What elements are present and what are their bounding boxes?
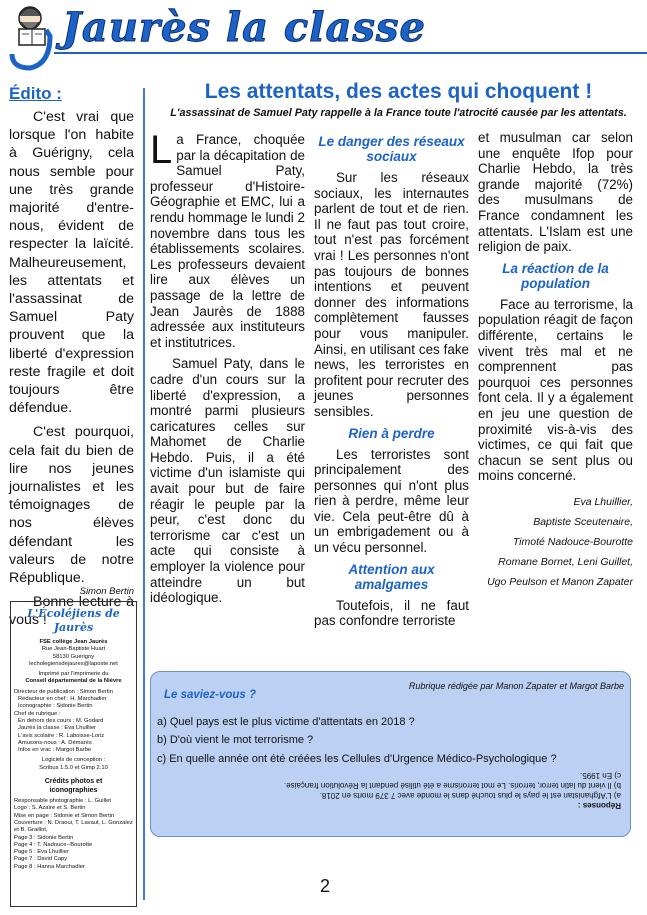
- article-paragraph: et musulman car selon une enquête Ifop pour Charlie Hebdo, la très grande majorité (72%) des musulmans de France condamnent les attentats. L'Islam est une religion de paix.: [478, 130, 633, 255]
- article-subhead: L'assassinat de Samuel Paty rappelle à la France toute l'atrocité causée par les attentats.: [170, 107, 627, 119]
- article-paragraph: La France, choquée par la décapitation de Samuel Paty, professeur d'Histoire-Géographie et EMC, lui a rendu hommage le lundi 2 novembre dans tous les établissements scolaires. Les professeurs devaient lire aux élèves un passage de la lettre de Jean Jaurès de 1888 adressée aux instituteurs et institutrices.: [150, 128, 305, 350]
- subheading: La réaction de la population: [502, 260, 609, 291]
- staff-list: Directeur de publication : Simon Bertin Rédacteur en chef : H. Marchadier Iconographie : Sidonie Bertin Chef de rubrique : En dehors des cours : M. Godard Jaurès la classe : Eva Lhuillier L'avis scolaire : R. Laboisse-Loriz Amusons-nous : A. Démarès Infos en vrac : Margot Barbe: [14, 688, 113, 754]
- article-paragraph: Face au terrorisme, la population réagit de façon différente, certains le vivent très mal et ne comprennent pas pourquoi ces personnes font cela. Il y a également en jeu une question de proximité vis-à-vis des victimes, ce qui fait que chacun se sent plus ou moins concerné.: [478, 296, 633, 484]
- edito-paragraph: Bonne lecture à vous !: [9, 594, 134, 629]
- jaures-reader-logo: [6, 2, 62, 72]
- article-column-2: [314, 130, 469, 635]
- software-note: Logiciels de conception : Scribus 1.5.0 et Gimp 2.10: [39, 757, 108, 771]
- article-paragraph: Samuel Paty, dans le cadre d'un cours sur la liberté d'expression, a montré parmi plusieurs caricatures celles sur Mahomet de Charlie Hebdo. Puis, il a été victime d'un islamiste qui avait pour but de faire réagir le peuple par la peur, c'est donc du terrorisme car c'est un acte qui consiste à employer la violence pour atteindre un but idéologique.: [150, 356, 305, 606]
- masthead-rule: [54, 52, 647, 54]
- article-column-1: [150, 128, 305, 612]
- quiz-title: Le saviez-vous ?: [164, 689, 257, 701]
- subheading: Rien à perdre: [348, 425, 435, 441]
- colophon-title: L'Écoléjiens de Jaurès: [27, 607, 120, 634]
- drop-cap: L: [150, 128, 173, 172]
- article-paragraph: Toutefois, il ne faut pas confondre terroriste: [314, 597, 469, 629]
- article-paragraph: Sur les réseaux sociaux, les internautes parlent de tout et de rien. Il ne faut pas tout croire, tout n'est pas forcément vrai ! Les personnes n'ont pas toujours de bonnes intentions et peuvent donner des informations complètement fausses pour vous manipuler. Ainsi, en utilisant ces fake news, les terroristes en profitent pour recruter des jeunes personnes sensibles.: [314, 170, 469, 419]
- masthead-title: Jaurès la classe: [62, 4, 426, 51]
- edito-signature: Simon Bertin: [79, 586, 134, 597]
- article-authors: Eva Lhuillier, Baptiste Sceutenaire, Timoté Nadouce-Bourotte Romane Bornet, Leni Guillet, Ugo Peulson et Manon Zapater: [487, 495, 633, 588]
- subheading: Le danger des réseaux sociaux: [318, 134, 465, 164]
- printer-note: Imprimé par l'imprimerie du Conseil départemental de la Nièvre: [25, 671, 122, 685]
- quiz-question: c) En quelle année ont été créées les Cellules d'Urgence Médico-Psychologique ?: [157, 753, 557, 765]
- article-headline: Les attentats, des actes qui choquent !: [204, 80, 593, 103]
- colophon-box: [10, 601, 137, 907]
- quiz-question: b) D'où vient le mot terrorisme ?: [157, 734, 314, 746]
- edito-paragraph: C'est vrai que lorsque l'on habite à Guérigny, cela nous semble pour une très grande majorité d'entre-nous, évident de respecter la laïcité. Malheureusement, les attentats et l'assassinat de Samuel Paty prouvent que la liberté d'expression reste fragile et doit toujours être défendue.: [9, 109, 134, 417]
- article-paragraph: Les terroristes sont principalement des personnes qui n'ont plus rien à perdre, même leur vie. Cela peut-être dû à un embrigadement ou à un vécu personnel.: [314, 446, 469, 556]
- quiz-question: a) Quel pays est le plus victime d'attentats en 2018 ?: [157, 716, 415, 728]
- edito-paragraph: C'est pourquoi, cela fait du bien de lire nos jeunes journalistes et les témoignages de nos élèves défendant les valeurs de notre République.: [9, 424, 134, 587]
- credits-list: Responsable photographie : L. Guillet Logo : S. Azaïre et S. Bertin Mise en page : Sidonie et Simon Bertin Couverture : N. Draoui, T. Lavaut, L. Gonzalez et B. Graillot, Page 3 : Sidonie Bertin Page 4 : T. Nadouce--Bourotte Page 5 : Eva Lhuillier Page 7 : David Capy Page 8 : Hanna Marchadier: [14, 798, 133, 870]
- subheading: Attention aux amalgames: [348, 561, 435, 592]
- column-divider: [143, 88, 145, 900]
- credits-title: Crédits photos et iconographies: [44, 778, 103, 795]
- edito-body: [9, 108, 134, 636]
- quiz-box: [150, 671, 631, 837]
- colophon-address: FSE collège Jean Jaurès Rue Jean-Baptiste Huart 58130 Guérigny lecholegiensdejaures@laposte.net: [29, 639, 118, 667]
- article-column-3: [478, 130, 633, 592]
- quiz-credit: Rubrique rédigée par Manon Zapater et Margot Barbe: [408, 681, 624, 691]
- quiz-answers-upside-down: Réponses : a) L'Afghanistan est le pays le plus touché dans le monde avec 7 379 morts en 2018. b) Il vient du latin terror, terroris. Le mot terrorisme a été utilisé pendant la Révolution française. c) En 1995.: [283, 771, 621, 810]
- page-number: 2: [320, 876, 331, 896]
- edito-title: Édito :: [9, 84, 62, 103]
